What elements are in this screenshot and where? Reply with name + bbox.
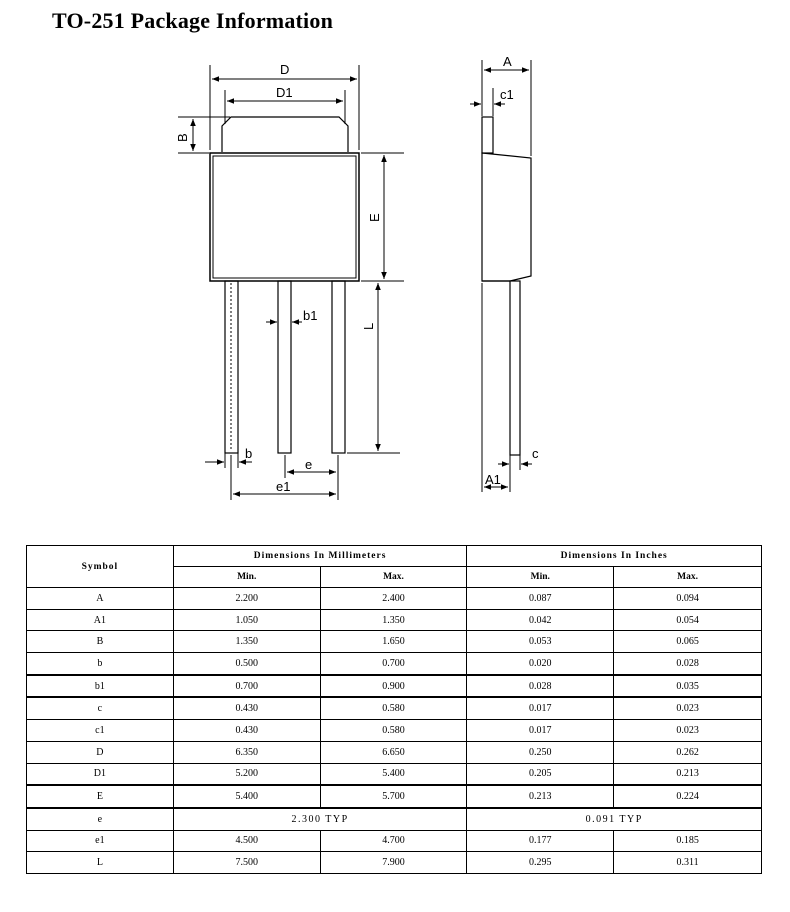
front-lead-right [332, 281, 345, 453]
in-min-cell: 0.017 [467, 720, 614, 742]
in-typ-cell: 0.091 TYP [467, 808, 762, 830]
mm-max-cell: 7.900 [320, 852, 467, 874]
symbol-cell: L [27, 852, 174, 874]
in-min-cell: 0.028 [467, 675, 614, 698]
in-min-cell: 0.177 [467, 830, 614, 852]
side-lead [510, 281, 520, 455]
mm-max-cell: 6.650 [320, 741, 467, 763]
mm-min-cell: 0.500 [173, 653, 320, 675]
label-A: A [503, 54, 512, 69]
in-max-cell: 0.224 [614, 785, 762, 808]
mm-max-cell: 0.900 [320, 675, 467, 698]
in-max-cell: 0.094 [614, 588, 762, 610]
page-title: TO-251 Package Information [52, 8, 334, 33]
mm-min-cell: 1.050 [173, 609, 320, 631]
table-row [27, 830, 762, 852]
label-D: D [280, 62, 290, 77]
in-min-cell: 0.295 [467, 852, 614, 874]
in-max-cell: 0.035 [614, 675, 762, 698]
mm-min-cell: 5.400 [173, 785, 320, 808]
in-min-cell: 0.017 [467, 697, 614, 719]
mm-max-cell: 2.400 [320, 588, 467, 610]
mm-max-cell: 5.700 [320, 785, 467, 808]
symbol-cell: c1 [27, 720, 174, 742]
symbol-cell: c [27, 697, 174, 719]
mm-min-cell: 2.200 [173, 588, 320, 610]
table-row [27, 653, 762, 675]
table-row [27, 741, 762, 763]
mm-min-cell: 0.430 [173, 720, 320, 742]
dimensions-table [26, 545, 762, 874]
in-max-cell: 0.054 [614, 609, 762, 631]
label-b: b [245, 446, 253, 461]
symbol-cell: e [27, 808, 174, 830]
in-max-cell: 0.262 [614, 741, 762, 763]
label-c: c [532, 446, 539, 461]
mm-max-cell: 5.400 [320, 763, 467, 785]
mm-min-cell: 0.430 [173, 697, 320, 719]
label-L: L [361, 322, 376, 330]
mm-min-cell: 6.350 [173, 741, 320, 763]
label-c1: c1 [500, 87, 514, 102]
in-max-cell: 0.185 [614, 830, 762, 852]
in-max-cell: 0.023 [614, 697, 762, 719]
mm-min-cell: 0.700 [173, 675, 320, 698]
label-e: e [305, 457, 313, 472]
mm-typ-cell: 2.300 TYP [173, 808, 467, 830]
in-max-cell: 0.028 [614, 653, 762, 675]
inch-header: Dimensions In Inches [467, 546, 762, 567]
label-A1: A1 [485, 472, 501, 487]
mm-max-cell: 4.700 [320, 830, 467, 852]
in-min-cell: 0.205 [467, 763, 614, 785]
in-max-cell: 0.023 [614, 720, 762, 742]
mm-min-cell: 7.500 [173, 852, 320, 874]
in-min-cell: 0.042 [467, 609, 614, 631]
in-max-header: Max. [614, 567, 762, 588]
mm-max-cell: 1.350 [320, 609, 467, 631]
in-max-cell: 0.311 [614, 852, 762, 874]
mm-min-cell: 4.500 [173, 830, 320, 852]
symbol-cell: B [27, 631, 174, 653]
label-e1: e1 [276, 479, 291, 494]
symbol-cell: E [27, 785, 174, 808]
table-row [27, 808, 762, 830]
table-row [27, 609, 762, 631]
table-row [27, 785, 762, 808]
label-b1: b1 [303, 308, 318, 323]
side-tab [482, 117, 493, 153]
in-max-cell: 0.065 [614, 631, 762, 653]
mm-max-cell: 0.580 [320, 720, 467, 742]
symbol-cell: b1 [27, 675, 174, 698]
symbol-cell: e1 [27, 830, 174, 852]
label-D1: D1 [276, 85, 293, 100]
mm-header: Dimensions In Millimeters [173, 546, 467, 567]
table-row [27, 697, 762, 719]
in-min-cell: 0.020 [467, 653, 614, 675]
in-min-cell: 0.087 [467, 588, 614, 610]
mm-max-cell: 0.700 [320, 653, 467, 675]
symbol-cell: D1 [27, 763, 174, 785]
table-row [27, 763, 762, 785]
table-row [27, 631, 762, 653]
label-B: B [175, 133, 190, 142]
symbol-cell: b [27, 653, 174, 675]
symbol-cell: A1 [27, 609, 174, 631]
mm-min-cell: 5.200 [173, 763, 320, 785]
side-body [482, 153, 531, 281]
in-min-cell: 0.250 [467, 741, 614, 763]
table-row [27, 588, 762, 610]
in-min-cell: 0.213 [467, 785, 614, 808]
table-row [27, 852, 762, 874]
mm-min-header: Min. [173, 567, 320, 588]
table-row [27, 675, 762, 698]
mm-max-cell: 0.580 [320, 697, 467, 719]
symbol-cell: D [27, 741, 174, 763]
symbol-cell: A [27, 588, 174, 610]
symbol-header: Symbol [27, 546, 174, 588]
in-max-cell: 0.213 [614, 763, 762, 785]
in-min-header: Min. [467, 567, 614, 588]
front-tab [222, 117, 348, 152]
front-body [210, 153, 359, 281]
in-min-cell: 0.053 [467, 631, 614, 653]
mm-max-cell: 1.650 [320, 631, 467, 653]
table-row [27, 720, 762, 742]
label-E: E [367, 213, 382, 222]
mm-max-header: Max. [320, 567, 467, 588]
front-lead-center [278, 281, 291, 453]
mm-min-cell: 1.350 [173, 631, 320, 653]
